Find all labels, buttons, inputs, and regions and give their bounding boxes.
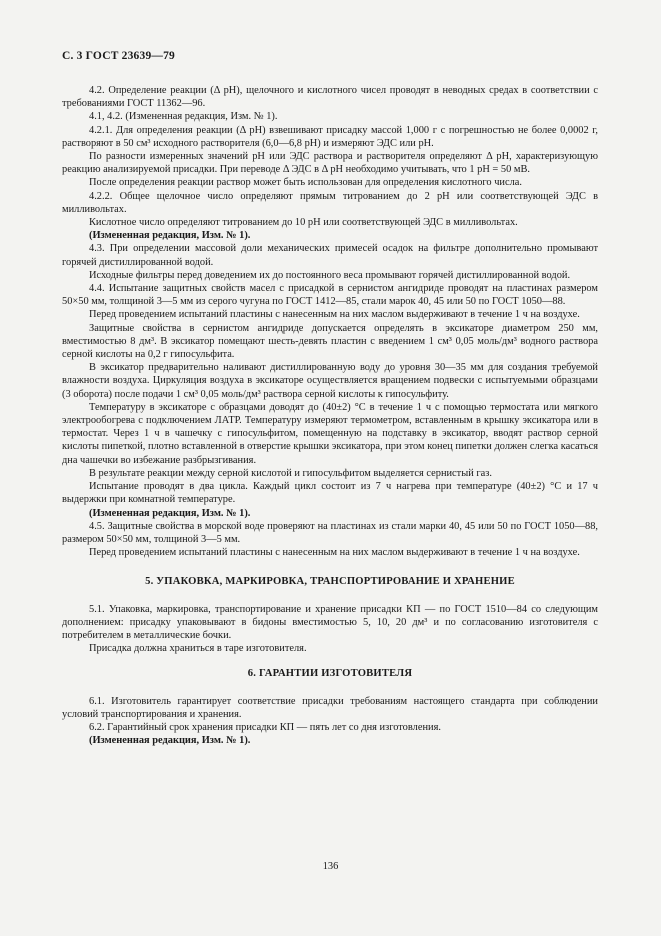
paragraph: 4.2.2. Общее щелочное число определяют прямым титрованием до 2 рН или соответствующей ЭДС в милливольтах. [62,190,598,215]
page-header: С. 3 ГОСТ 23639—79 [62,50,175,62]
paragraph: 6.1. Изготовитель гарантирует соответствие присадки требованиям настоящего стандарта при соблюдении условий транспортирования и хранения. [62,695,598,720]
paragraph: 4.2. Определение реакции (Δ рН), щелочного и кислотного чисел проводят в неводных средах в соответствии с требованиями ГОСТ 11362—96. [62,85,598,110]
document-body [62,84,598,747]
page-number: 136 [322,861,339,872]
paragraph: Перед проведением испытаний пластины с нанесенным на них маслом выдерживают в течение 1 ч на воздухе. [89,547,580,559]
paragraph: (Измененная редакция, Изм. № 1). [89,230,251,242]
paragraph: 4.3. При определении массовой доли механических примесей осадок на фильтре дополнительно промывают горячей дистиллированной водой. [62,243,598,268]
paragraph: После определения реакции раствор может быть использован для определения кислотного числа. [89,177,523,189]
paragraph: Присадка должна храниться в таре изготовителя. [89,643,307,655]
paragraph: Испытание проводят в два цикла. Каждый цикл состоит из 7 ч нагрева при температуре (40±2) °С и 17 ч выдержки при комнатной температуре. [62,481,598,506]
paragraph: Исходные фильтры перед доведением их до постоянного веса промывают горячей дистиллированной водой. [89,269,571,281]
paragraph: Перед проведением испытаний пластины с нанесенным на них маслом выдерживают в течение 1 ч на воздухе. [89,309,580,321]
paragraph: 6.2. Гарантийный срок хранения присадки КП — пять лет со дня изготовления. [89,721,441,733]
section-5-heading: 5. УПАКОВКА, МАРКИРОВКА, ТРАНСПОРТИРОВАНИЕ И ХРАНЕНИЕ [145,576,515,588]
section-6-paragraphs [62,695,598,748]
paragraph: Защитные свойства в сернистом ангидриде допускается определять в эксикаторе диаметром 250 мм, вместимостью 8 дм³. В эксикатор помещают шесть-девять пластин с введением 1 см³ 0,05 моль/дм³ водного раствора серной кислоты на 0,2 г гипосульфита. [62,322,598,361]
paragraph: В результате реакции между серной кислотой и гипосульфитом выделяется сернистый газ. [89,467,492,479]
paragraph: 5.1. Упаковка, маркировка, транспортирование и хранение присадки КП — по ГОСТ 1510—84 со следующим дополнением: присадку упаковывают в бидоны вместимостью 5, 10, 20 дм³ и по согласованию изготовителя с потребителем в металлические бочки. [62,603,598,641]
paragraph: По разности измеренных значений рН или ЭДС раствора и растворителя определяют Δ рН, характеризующую реакцию анализируемой присадки. При переводе Δ ЭДС в Δ рН необходимо учитывать, что 1 рН = 50 мВ. [62,151,598,176]
paragraph: Температуру в эксикаторе с образцами доводят до (40±2) °С в течение 1 ч с помощью термостата или мягкого электрообогрева с подключением ЛАТР. Температуру измеряют термометром, вставленным в крышку эксикатора или в термостат. Через 1 ч в чашечку с гипосульфитом, помещенную на подставку в эксикатор, вводят раствор серной кислоты пипеткой, плотно вставленной в отверстие крышки эксикатора, при этом конец пипетки должен слегка касаться дна чашечки во избежание разбрызгивания. [62,401,598,466]
section-5-paragraphs [62,603,598,656]
section-4-paragraphs [62,84,598,559]
paragraph: (Измененная редакция, Изм. № 1). [89,507,251,519]
paragraph: 4.5. Защитные свойства в морской воде проверяют на пластинах из стали марки 40, 45 или 50 по ГОСТ 1050—88, размером 50×50 мм, толщиной 3—5 мм. [62,520,598,545]
paragraph: 4.2.1. Для определения реакции (Δ рН) взвешивают присадку массой 1,000 г с погрешностью не более 0,0002 г, растворяют в 50 см³ исходного растворителя (6,0—6,8 рН) и измеряют ЭДС или рН. [62,124,598,149]
paragraph: (Измененная редакция, Изм. № 1). [89,735,251,747]
section-6-heading: 6. ГАРАНТИИ ИЗГОТОВИТЕЛЯ [247,668,413,680]
paragraph: В эксикатор предварительно наливают дистиллированную воду до уровня 30—35 мм для создания требуемой влажности воздуха. Циркуляция воздуха в эксикаторе осуществляется вращением подвески с испытуемыми образцами (3 оборота) после подачи 1 см³ 0,05 моль/дм³ раствора серной кислоты к гипосульфиту. [62,362,598,400]
paragraph: 4.1, 4.2. (Измененная редакция, Изм. № 1). [89,111,278,123]
paragraph: Кислотное число определяют титрованием до 10 рН или соответствующей ЭДС в милливольтах. [89,217,518,229]
paragraph: 4.4. Испытание защитных свойств масел с присадкой в сернистом ангидриде проводят на пластинах размером 50×50 мм, толщиной 3—5 мм из серого чугуна по ГОСТ 1412—85, стали марок 40, 45 или 50 по ГОСТ 1050—88. [62,283,598,308]
